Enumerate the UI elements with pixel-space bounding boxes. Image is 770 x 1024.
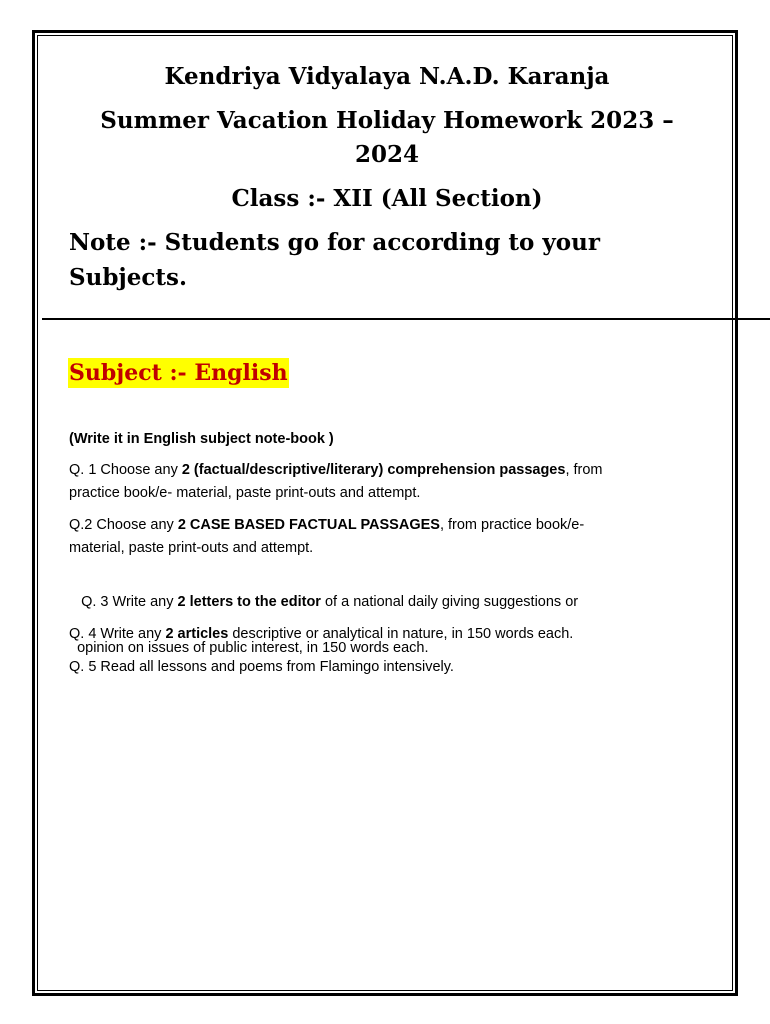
question-1 <box>69 459 669 505</box>
question-2 <box>69 514 669 560</box>
note-block <box>69 225 669 295</box>
question-4 <box>69 623 669 646</box>
q4-bold: 2 articles <box>165 626 229 642</box>
q3-line2: opinion on issues of public interest, in 150 words each. <box>77 640 429 656</box>
q5-text: Q. 5 Read all lessons and poems from Flamingo intensively. <box>69 659 454 675</box>
q4-suffix: descriptive or analytical in nature, in 150 words each. <box>228 626 574 642</box>
note-line1: Note :- Students go for according to your <box>69 229 600 256</box>
q2-suffix: , from practice book/e- <box>439 517 585 533</box>
q1-line2: practice book/e- material, paste print-outs and attempt. <box>69 485 421 501</box>
homework-title-line1: Summer Vacation Holiday Homework 2023 – <box>100 107 674 134</box>
instruction-text: (Write it in English subject note-book ) <box>69 431 334 447</box>
question-5 <box>69 656 669 679</box>
q2-bold: 2 CASE BASED FACTUAL PASSAGES <box>177 517 440 533</box>
header-divider <box>42 318 770 320</box>
note-line2: Subjects. <box>69 264 187 291</box>
subject-heading: Subject :- English <box>69 360 288 386</box>
q1-suffix: , from <box>565 462 603 478</box>
homework-title-line2: 2024 <box>354 141 419 168</box>
page-border-inner <box>37 35 733 991</box>
q4-prefix: Q. 4 Write any <box>69 626 166 642</box>
question-3 <box>69 568 669 660</box>
q2-line2: material, paste print-outs and attempt. <box>69 540 314 556</box>
q3-suffix: of a national daily giving suggestions or <box>320 594 579 610</box>
class-line: Class :- XII (All Section) <box>231 185 543 212</box>
school-name: Kendriya Vidyalaya N.A.D. Karanja <box>164 63 610 90</box>
q1-bold: 2 (factual/descriptive/literary) comprehension passages <box>181 462 566 478</box>
q2-prefix: Q.2 Choose any <box>69 517 178 533</box>
q3-bold: 2 letters to the editor <box>177 594 321 610</box>
q3-prefix: Q. 3 Write any <box>77 594 178 610</box>
q1-prefix: Q. 1 Choose any <box>69 462 182 478</box>
